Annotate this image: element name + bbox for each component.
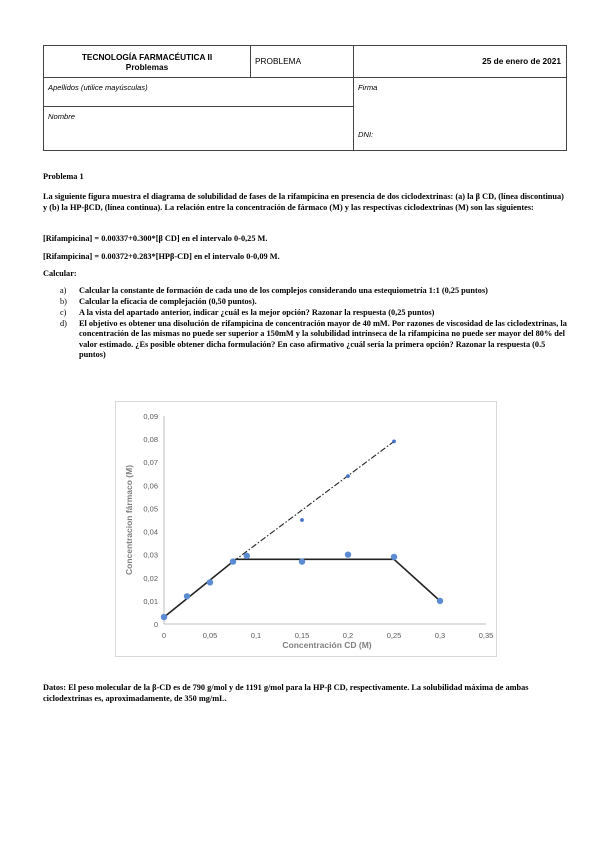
item-text: A la vista del apartado anterior, indicar ¿cuál es la mejor opción? Razonar la respuesta (0,25 puntos) xyxy=(79,308,435,317)
solubility-chart xyxy=(115,401,497,657)
y-tick-label: 0,04 xyxy=(143,527,158,537)
x-tick-label: 0,35 xyxy=(478,631,494,640)
y-tick-label: 0,07 xyxy=(143,458,158,468)
x-tick-label: 0,1 xyxy=(250,631,262,640)
list-item xyxy=(43,308,568,318)
course-cell xyxy=(44,46,251,78)
x-tick-label: 0,3 xyxy=(434,631,446,640)
x-tick-label: 0,15 xyxy=(294,631,310,640)
data-point xyxy=(184,593,190,599)
item-text: Calcular la eficacia de complejación (0,50 puntos). xyxy=(79,297,257,306)
data-point xyxy=(346,474,350,478)
y-tick-label: 0,05 xyxy=(143,504,158,514)
chart-svg xyxy=(116,402,498,658)
course-subtitle: Problemas xyxy=(125,62,169,72)
item-marker: c) xyxy=(60,308,67,317)
item-marker: d) xyxy=(60,319,67,328)
y-tick-label: 0,08 xyxy=(143,435,158,445)
data-point xyxy=(392,440,396,444)
item-text: Calcular la constante de formación de cada uno de los complejos considerando una estequiometría 1:1 (0,25 puntos) xyxy=(79,286,488,295)
equation-2: [Rifampicina] = 0.00372+0.283*[HPβ-CD] en el intervalo 0-0,09 M. xyxy=(43,252,280,261)
x-tick-label: 0,2 xyxy=(342,631,354,640)
y-tick-label: 0 xyxy=(153,620,158,629)
item-marker: b) xyxy=(60,297,67,306)
data-point xyxy=(230,558,236,564)
problem-intro: La siguiente figura muestra el diagrama de solubilidad de fases de la rifampicina en presencia de dos ciclodextrinas: (a) la β CD, (línea discontinua) y (b) la HP-βCD, (línea continua). La relación entre la concentración de fármaco (M) y las respectivas ciclodextrinas (M) son las siguientes: xyxy=(43,192,564,212)
data-point xyxy=(437,598,443,604)
x-tick-label: 0 xyxy=(161,631,167,640)
signature-field[interactable] xyxy=(354,78,567,151)
data-point xyxy=(161,614,167,620)
item-marker: a) xyxy=(60,286,67,295)
y-tick-label: 0,03 xyxy=(143,550,158,560)
signature-label: Firma xyxy=(358,83,378,92)
series-line-dashdot xyxy=(233,441,394,561)
x-tick-label: 0,25 xyxy=(386,631,402,640)
equation-1: [Rifampicina] = 0.00337+0.300*[β CD] en el intervalo 0-0,25 M. xyxy=(43,234,268,243)
y-tick-label: 0,09 xyxy=(143,412,158,421)
name-field[interactable]: Nombre xyxy=(44,107,354,151)
list-item xyxy=(43,286,568,296)
item-text: El objetivo es obtener una disolución de rifampicina de concentración mayor de 40 mM. Por razones de viscosidad de las ciclodextrinas, la concentración de las mismas no puede ser superior a 150mM y la solubilidad intrínseca de la rifampicina no puede ser mayor del 80% del valor estimado. ¿Es posible obtener dicha formulación? En caso afirmativo ¿cuál sería la primera opción? Razonar la respuesta (0.5 puntos) xyxy=(79,319,567,360)
x-tick-label: 0,05 xyxy=(202,631,218,640)
data-point xyxy=(300,518,304,522)
data-label: Datos: xyxy=(43,683,67,692)
data-point xyxy=(207,579,213,585)
id-label: DNI: xyxy=(358,130,374,139)
question-list xyxy=(43,286,568,361)
y-tick-label: 0,01 xyxy=(143,596,158,606)
type-cell: PROBLEMA xyxy=(251,46,354,78)
y-tick-label: 0,02 xyxy=(143,573,158,583)
date-cell: 25 de enero de 2021 xyxy=(354,46,567,78)
data-text: El peso molecular de la β-CD es de 790 g/mol y de 1191 g/mol para la HP-β CD, respectivamente. La solubilidad máxima de ambas ciclodextrinas es, aproximadamente, de 350 mg/mL. xyxy=(43,683,529,703)
x-axis-label: Concentración CD (M) xyxy=(282,640,372,650)
data-note xyxy=(43,683,568,704)
header-table xyxy=(43,45,567,151)
y-axis-label: Concentracion fármaco (M) xyxy=(124,464,134,576)
calc-label: Calcular: xyxy=(43,269,77,278)
data-point xyxy=(345,551,351,557)
course-title: TECNOLOGÍA FARMACÉUTICA II xyxy=(81,52,213,62)
y-tick-label: 0,06 xyxy=(143,481,158,491)
data-point xyxy=(244,553,250,559)
series-line-solid xyxy=(164,559,440,617)
list-item xyxy=(43,319,568,361)
problem-title: Problema 1 xyxy=(43,172,84,181)
surname-field[interactable]: Apellidos (utilice mayúsculas) xyxy=(44,78,354,107)
data-point xyxy=(299,558,305,564)
list-item xyxy=(43,297,568,307)
data-point xyxy=(391,554,397,560)
